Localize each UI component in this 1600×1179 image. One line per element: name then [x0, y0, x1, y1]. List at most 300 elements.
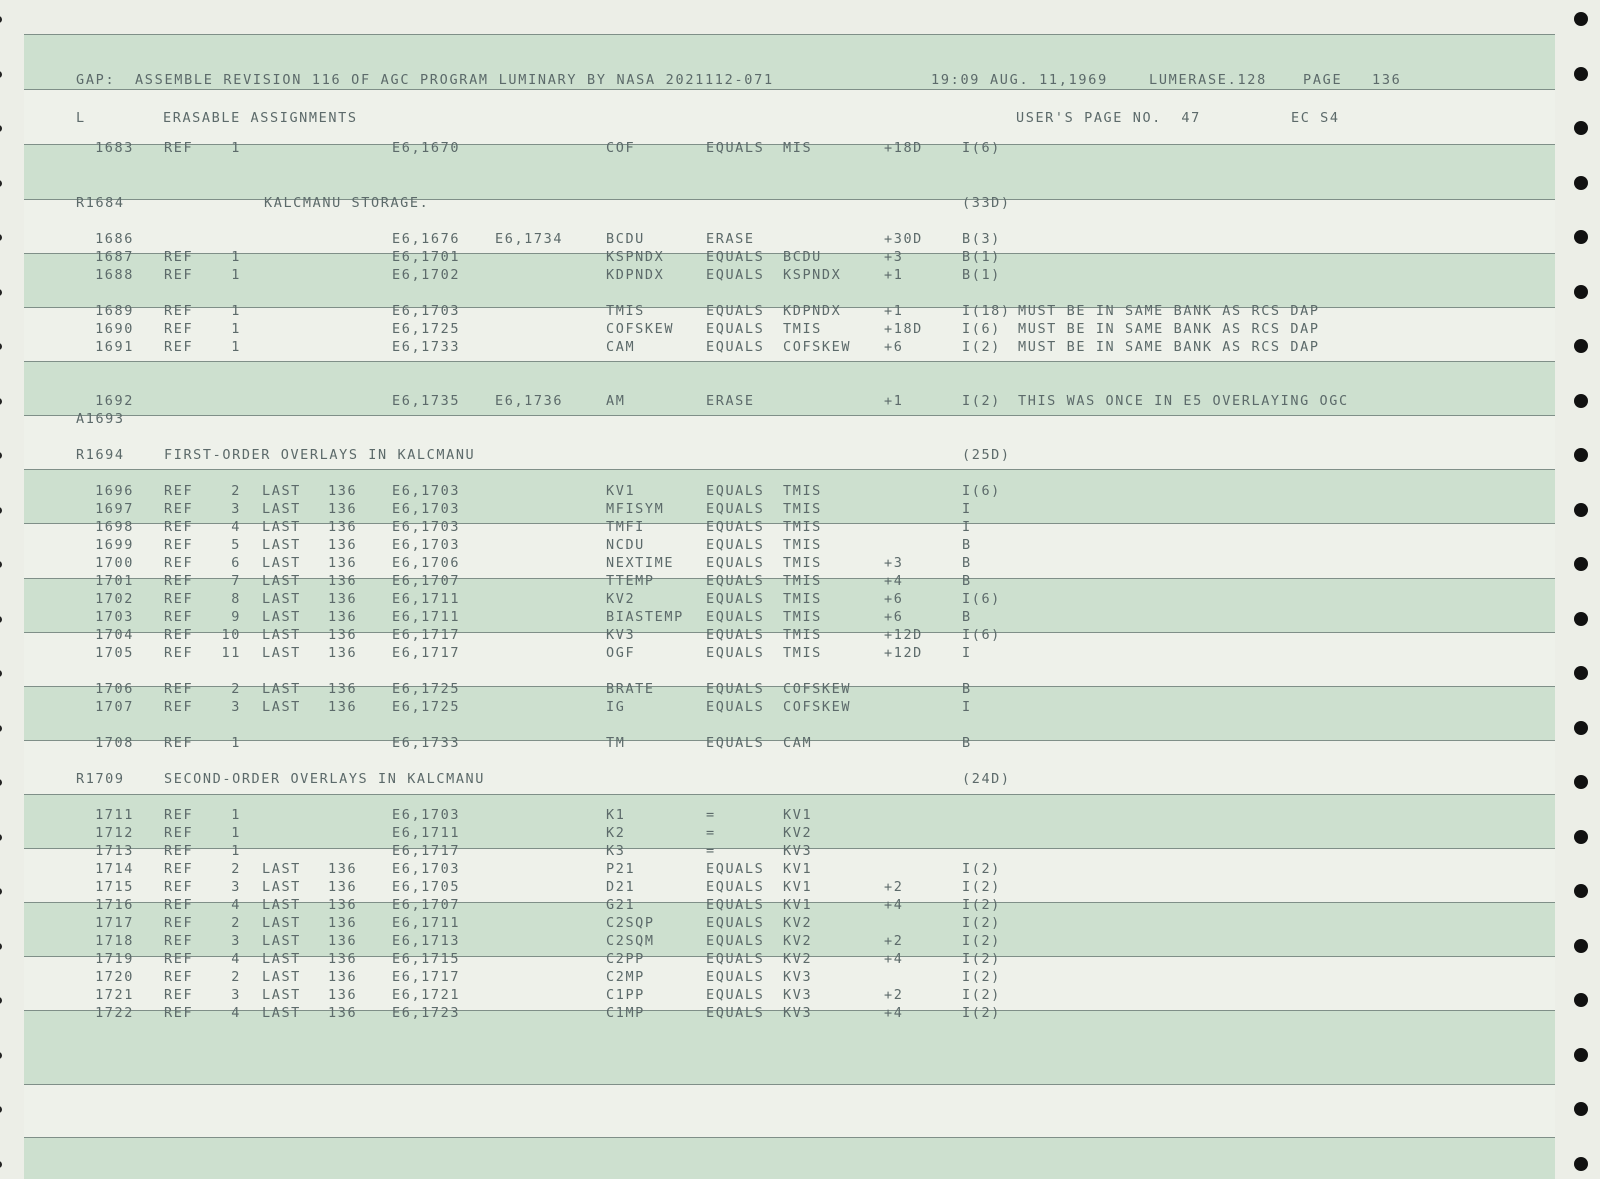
symbol-label: KV2	[606, 591, 636, 607]
section-size: (24D)	[962, 771, 1011, 787]
last-keyword: LAST	[262, 591, 301, 607]
operand: TMIS	[783, 501, 822, 517]
ref-keyword: REF	[164, 681, 194, 697]
row-number: 1719	[95, 951, 134, 967]
operand: TMIS	[783, 573, 822, 589]
tractor-hole	[1574, 939, 1588, 953]
edge-perforation	[0, 1052, 2, 1059]
ref-count: 8	[231, 591, 241, 607]
row-number: 1717	[95, 915, 134, 931]
ref-count: 1	[231, 807, 241, 823]
size-type: B(1)	[962, 249, 1001, 265]
address: E6,1725	[392, 321, 461, 337]
offset: +2	[884, 933, 904, 949]
symbol-label: BCDU	[606, 231, 645, 247]
last-keyword: LAST	[262, 573, 301, 589]
comment: THIS WAS ONCE IN E5 OVERLAYING OGC	[1018, 393, 1349, 409]
opcode: =	[706, 843, 716, 859]
row-number: 1708	[95, 735, 134, 751]
ref-count: 2	[231, 483, 241, 499]
tractor-hole	[1574, 721, 1588, 735]
symbol-label: C2SQP	[606, 915, 655, 931]
address: E6,1711	[392, 591, 461, 607]
opcode: EQUALS	[706, 483, 765, 499]
ref-keyword: REF	[164, 555, 194, 571]
offset: +12D	[884, 627, 923, 643]
paper-band	[24, 1084, 1555, 1137]
address: E6,1701	[392, 249, 461, 265]
ref-keyword: REF	[164, 1005, 194, 1021]
last-keyword: LAST	[262, 519, 301, 535]
opcode: EQUALS	[706, 987, 765, 1003]
symbol-label: C1PP	[606, 987, 645, 1003]
symbol-label: K2	[606, 825, 626, 841]
ref-count: 1	[231, 843, 241, 859]
row-number: 1705	[95, 645, 134, 661]
opcode: EQUALS	[706, 915, 765, 931]
row-number: 1700	[95, 555, 134, 571]
operand: KV3	[783, 969, 813, 985]
opcode: EQUALS	[706, 537, 765, 553]
edge-perforation	[0, 1161, 2, 1168]
operand: KV2	[783, 933, 813, 949]
band-rule	[24, 794, 1555, 795]
opcode: EQUALS	[706, 501, 765, 517]
row-number: 1696	[95, 483, 134, 499]
last-keyword: LAST	[262, 627, 301, 643]
ref-keyword: REF	[164, 303, 194, 319]
comment: MUST BE IN SAME BANK AS RCS DAP	[1018, 321, 1320, 337]
edge-perforation	[0, 289, 2, 296]
row-number: 1718	[95, 933, 134, 949]
last-keyword: LAST	[262, 483, 301, 499]
size-type: I(2)	[962, 339, 1001, 355]
tractor-hole	[1574, 884, 1588, 898]
ref-count: 4	[231, 519, 241, 535]
edge-perforation	[0, 452, 2, 459]
operand: TMIS	[783, 591, 822, 607]
ref-keyword: REF	[164, 969, 194, 985]
operand: CAM	[783, 735, 813, 751]
last-keyword: LAST	[262, 897, 301, 913]
last-page: 136	[328, 501, 358, 517]
address: E6,1713	[392, 933, 461, 949]
edge-perforation	[0, 561, 2, 568]
tractor-hole	[1574, 666, 1588, 680]
tractor-hole	[1574, 285, 1588, 299]
address: E6,1703	[392, 807, 461, 823]
subheader-flag: L	[76, 110, 86, 126]
tractor-hole	[1574, 230, 1588, 244]
operand: BCDU	[783, 249, 822, 265]
ref-count: 11	[221, 645, 241, 661]
band-rule	[24, 361, 1555, 362]
size-type: I(2)	[962, 987, 1001, 1003]
row-number: 1704	[95, 627, 134, 643]
ref-count: 1	[231, 321, 241, 337]
row-number: 1683	[95, 140, 134, 156]
ref-keyword: REF	[164, 321, 194, 337]
header-page-label: PAGE	[1303, 72, 1343, 88]
last-page: 136	[328, 609, 358, 625]
size-type: I	[962, 519, 972, 535]
size-type: I(2)	[962, 897, 1001, 913]
ref-keyword: REF	[164, 915, 194, 931]
ref-count: 7	[231, 573, 241, 589]
last-page: 136	[328, 483, 358, 499]
size-type: I	[962, 699, 972, 715]
size-type: B	[962, 555, 972, 571]
row-number: 1686	[95, 231, 134, 247]
opcode: EQUALS	[706, 861, 765, 877]
row-number: 1706	[95, 681, 134, 697]
row-number: 1691	[95, 339, 134, 355]
edge-perforation	[0, 670, 2, 677]
size-type: I(2)	[962, 861, 1001, 877]
band-rule	[24, 199, 1555, 200]
last-page: 136	[328, 1005, 358, 1021]
operand: KDPNDX	[783, 303, 842, 319]
edge-perforation	[0, 398, 2, 405]
size-type: B	[962, 735, 972, 751]
opcode: EQUALS	[706, 699, 765, 715]
ref-keyword: REF	[164, 519, 194, 535]
ref-count: 3	[231, 987, 241, 1003]
opcode: EQUALS	[706, 339, 765, 355]
comment: MUST BE IN SAME BANK AS RCS DAP	[1018, 339, 1320, 355]
ref-keyword: REF	[164, 843, 194, 859]
size-type: I	[962, 645, 972, 661]
size-type: I(6)	[962, 140, 1001, 156]
size-type: I(2)	[962, 915, 1001, 931]
operand: KV1	[783, 879, 813, 895]
last-page: 136	[328, 897, 358, 913]
offset: +18D	[884, 321, 923, 337]
last-keyword: LAST	[262, 861, 301, 877]
opcode: =	[706, 825, 716, 841]
address-end: E6,1736	[495, 393, 564, 409]
row-number: 1702	[95, 591, 134, 607]
ref-keyword: REF	[164, 951, 194, 967]
opcode: EQUALS	[706, 321, 765, 337]
edge-perforation	[0, 507, 2, 514]
section-heading: FIRST-ORDER OVERLAYS IN KALCMANU	[164, 447, 476, 463]
last-page: 136	[328, 537, 358, 553]
edge-perforation	[0, 234, 2, 241]
symbol-label: COF	[606, 140, 636, 156]
symbol-label: D21	[606, 879, 636, 895]
address: E6,1703	[392, 303, 461, 319]
row-number: A1693	[76, 411, 125, 427]
symbol-label: C1MP	[606, 1005, 645, 1021]
offset: +4	[884, 897, 904, 913]
address: E6,1705	[392, 879, 461, 895]
header-file: LUMERASE.128	[1149, 72, 1267, 88]
ref-count: 1	[231, 303, 241, 319]
tractor-hole	[1574, 993, 1588, 1007]
opcode: EQUALS	[706, 969, 765, 985]
ref-count: 9	[231, 609, 241, 625]
operand: COFSKEW	[783, 681, 852, 697]
edge-perforation	[0, 725, 2, 732]
last-page: 136	[328, 915, 358, 931]
address: E6,1717	[392, 969, 461, 985]
last-page: 136	[328, 573, 358, 589]
ref-count: 1	[231, 825, 241, 841]
opcode: =	[706, 807, 716, 823]
ref-count: 2	[231, 861, 241, 877]
edge-perforation	[0, 888, 2, 895]
last-page: 136	[328, 555, 358, 571]
symbol-label: K3	[606, 843, 626, 859]
symbol-label: TM	[606, 735, 626, 751]
tractor-hole	[1574, 67, 1588, 81]
row-number: 1722	[95, 1005, 134, 1021]
address: E6,1702	[392, 267, 461, 283]
edge-perforation	[0, 834, 2, 841]
tractor-hole	[1574, 176, 1588, 190]
address: E6,1715	[392, 951, 461, 967]
row-number: 1721	[95, 987, 134, 1003]
offset: +3	[884, 249, 904, 265]
address: E6,1711	[392, 609, 461, 625]
symbol-label: IG	[606, 699, 626, 715]
last-keyword: LAST	[262, 951, 301, 967]
row-number: 1712	[95, 825, 134, 841]
operand: TMIS	[783, 627, 822, 643]
operand: KV2	[783, 951, 813, 967]
size-type: I(2)	[962, 933, 1001, 949]
row-number: R1694	[76, 447, 125, 463]
last-page: 136	[328, 879, 358, 895]
symbol-label: KDPNDX	[606, 267, 665, 283]
band-rule	[24, 89, 1555, 90]
ref-keyword: REF	[164, 537, 194, 553]
size-type: I(6)	[962, 321, 1001, 337]
symbol-label: TTEMP	[606, 573, 655, 589]
symbol-label: TMFI	[606, 519, 645, 535]
opcode: EQUALS	[706, 249, 765, 265]
symbol-label: KSPNDX	[606, 249, 665, 265]
ref-count: 2	[231, 969, 241, 985]
address: E6,1733	[392, 735, 461, 751]
offset: +6	[884, 591, 904, 607]
row-number: 1697	[95, 501, 134, 517]
address: E6,1733	[392, 339, 461, 355]
band-rule	[24, 415, 1555, 416]
symbol-label: BIASTEMP	[606, 609, 684, 625]
band-rule	[24, 34, 1555, 35]
ref-count: 1	[231, 249, 241, 265]
header-line: GAP: ASSEMBLE REVISION 116 OF AGC PROGRAM LUMINARY BY NASA 2021112-071	[76, 72, 774, 88]
ref-keyword: REF	[164, 807, 194, 823]
size-type: I(2)	[962, 969, 1001, 985]
tractor-hole	[1574, 557, 1588, 571]
ref-count: 3	[231, 933, 241, 949]
edge-perforation	[0, 1106, 2, 1113]
ref-count: 1	[231, 267, 241, 283]
row-number: 1690	[95, 321, 134, 337]
ref-count: 1	[231, 339, 241, 355]
opcode: EQUALS	[706, 627, 765, 643]
row-number: 1687	[95, 249, 134, 265]
tractor-hole	[1574, 775, 1588, 789]
tractor-hole	[1574, 121, 1588, 135]
edge-perforation	[0, 180, 2, 187]
offset: +1	[884, 303, 904, 319]
address: E6,1707	[392, 897, 461, 913]
address: E6,1735	[392, 393, 461, 409]
ref-count: 4	[231, 897, 241, 913]
last-keyword: LAST	[262, 609, 301, 625]
last-page: 136	[328, 591, 358, 607]
offset: +1	[884, 267, 904, 283]
size-type: I(2)	[962, 951, 1001, 967]
operand: TMIS	[783, 645, 822, 661]
row-number: 1701	[95, 573, 134, 589]
row-number: 1707	[95, 699, 134, 715]
offset: +30D	[884, 231, 923, 247]
last-keyword: LAST	[262, 699, 301, 715]
opcode: ERASE	[706, 393, 755, 409]
tractor-hole	[1574, 339, 1588, 353]
address: E6,1721	[392, 987, 461, 1003]
row-number: 1715	[95, 879, 134, 895]
section-heading: SECOND-ORDER OVERLAYS IN KALCMANU	[164, 771, 486, 787]
ref-keyword: REF	[164, 483, 194, 499]
last-keyword: LAST	[262, 987, 301, 1003]
ref-count: 3	[231, 699, 241, 715]
address: E6,1707	[392, 573, 461, 589]
last-keyword: LAST	[262, 501, 301, 517]
opcode: EQUALS	[706, 1005, 765, 1021]
ref-keyword: REF	[164, 987, 194, 1003]
symbol-label: C2PP	[606, 951, 645, 967]
row-number: 1714	[95, 861, 134, 877]
operand: TMIS	[783, 555, 822, 571]
operand: KV2	[783, 825, 813, 841]
size-type: B	[962, 681, 972, 697]
last-page: 136	[328, 951, 358, 967]
size-type: B	[962, 537, 972, 553]
ref-keyword: REF	[164, 501, 194, 517]
ref-keyword: REF	[164, 699, 194, 715]
symbol-label: COFSKEW	[606, 321, 675, 337]
operand: KV1	[783, 897, 813, 913]
tractor-hole	[1574, 830, 1588, 844]
opcode: EQUALS	[706, 879, 765, 895]
address: E6,1703	[392, 501, 461, 517]
offset: +12D	[884, 645, 923, 661]
size-type: I	[962, 501, 972, 517]
ref-keyword: REF	[164, 897, 194, 913]
size-type: B(1)	[962, 267, 1001, 283]
size-type: I(18)	[962, 303, 1011, 319]
size-type: B(3)	[962, 231, 1001, 247]
symbol-label: CAM	[606, 339, 636, 355]
band-rule	[24, 1084, 1555, 1085]
opcode: EQUALS	[706, 933, 765, 949]
last-page: 136	[328, 627, 358, 643]
ref-count: 3	[231, 879, 241, 895]
offset: +3	[884, 555, 904, 571]
symbol-label: MFISYM	[606, 501, 665, 517]
edge-perforation	[0, 779, 2, 786]
last-keyword: LAST	[262, 537, 301, 553]
ref-keyword: REF	[164, 573, 194, 589]
ref-keyword: REF	[164, 339, 194, 355]
ref-count: 10	[221, 627, 241, 643]
row-number: 1692	[95, 393, 134, 409]
tractor-hole	[1574, 612, 1588, 626]
row-number: R1684	[76, 195, 125, 211]
ref-keyword: REF	[164, 735, 194, 751]
operand: KV3	[783, 987, 813, 1003]
ref-keyword: REF	[164, 825, 194, 841]
tractor-hole	[1574, 1048, 1588, 1062]
opcode: EQUALS	[706, 681, 765, 697]
last-page: 136	[328, 861, 358, 877]
last-page: 136	[328, 987, 358, 1003]
address: E6,1706	[392, 555, 461, 571]
size-type: B	[962, 609, 972, 625]
address: E6,1703	[392, 483, 461, 499]
last-keyword: LAST	[262, 879, 301, 895]
opcode: EQUALS	[706, 555, 765, 571]
ref-keyword: REF	[164, 267, 194, 283]
ref-keyword: REF	[164, 249, 194, 265]
band-rule	[24, 469, 1555, 470]
operand: KV1	[783, 807, 813, 823]
ref-keyword: REF	[164, 645, 194, 661]
ref-count: 2	[231, 681, 241, 697]
edge-perforation	[0, 16, 2, 23]
symbol-label: NEXTIME	[606, 555, 675, 571]
ref-keyword: REF	[164, 140, 194, 156]
operand: TMIS	[783, 609, 822, 625]
symbol-label: K1	[606, 807, 626, 823]
tractor-hole	[1574, 503, 1588, 517]
offset: +18D	[884, 140, 923, 156]
ref-count: 2	[231, 915, 241, 931]
operand: TMIS	[783, 519, 822, 535]
size-type: B	[962, 573, 972, 589]
offset: +4	[884, 573, 904, 589]
symbol-label: AM	[606, 393, 626, 409]
symbol-label: NCDU	[606, 537, 645, 553]
address: E6,1703	[392, 537, 461, 553]
section-size: (25D)	[962, 447, 1011, 463]
opcode: EQUALS	[706, 267, 765, 283]
ref-count: 1	[231, 140, 241, 156]
tractor-hole	[1574, 1102, 1588, 1116]
row-number: R1709	[76, 771, 125, 787]
offset: +1	[884, 393, 904, 409]
opcode: EQUALS	[706, 897, 765, 913]
offset: +4	[884, 951, 904, 967]
address-end: E6,1734	[495, 231, 564, 247]
last-keyword: LAST	[262, 915, 301, 931]
last-keyword: LAST	[262, 1005, 301, 1021]
subheader-user-page: USER'S PAGE NO. 47	[1016, 110, 1201, 126]
operand: TMIS	[783, 537, 822, 553]
last-keyword: LAST	[262, 969, 301, 985]
last-page: 136	[328, 969, 358, 985]
address: E6,1670	[392, 140, 461, 156]
symbol-label: BRATE	[606, 681, 655, 697]
symbol-label: KV1	[606, 483, 636, 499]
ref-count: 6	[231, 555, 241, 571]
